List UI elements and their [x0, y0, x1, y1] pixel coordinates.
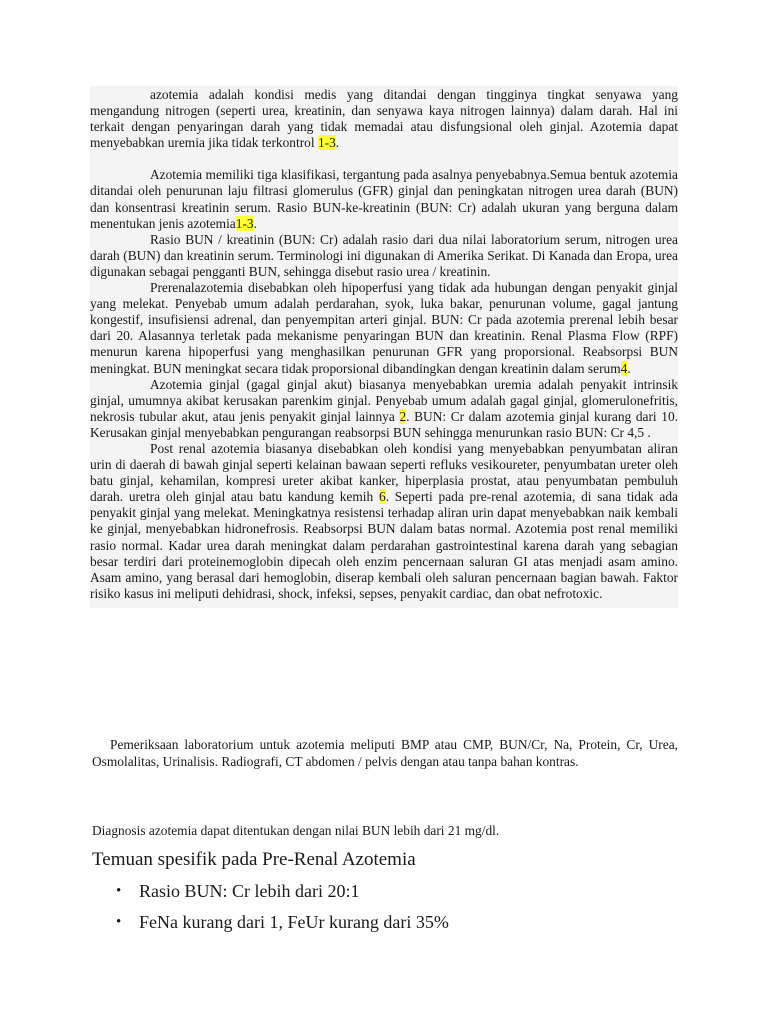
citation-ref: 4	[620, 360, 628, 376]
paragraph-classification	[90, 167, 678, 231]
paragraph-text: azotemia adalah kondisi medis yang ditandai dengan tingginya tingkat senyawa yang mengandung nitrogen (seperti urea, kreatinin, dan senyawa kaya nitrogen lainnya) dalam darah. Hal ini terkait dengan penyaringan darah yang tidak memadai atau disfungsional oleh ginjal. Azotemia dapat menyebabkan uremia jika tidak terkontrol	[90, 87, 678, 151]
list-item-text: FeNa kurang dari 1, FeUr kurang dari 35%	[139, 912, 449, 932]
paragraph-postrenal	[90, 441, 678, 602]
citation-ref: 6	[378, 489, 386, 505]
citation-ref: 2	[399, 408, 407, 424]
paragraph-text: Prerenalazotemia disebabkan oleh hipoperfusi yang tidak ada hubungan dengan penyakit ginjal yang melekat. Penyebab umum adalah perdarahan, syok, luka bakar, penurunan volume, gagal jantung kongestif, insufisiensi adrenal, dan penyempitan arteri ginjal. BUN: Cr pada azotemia prerenal lebih besar dari 20. Alasannya terletak pada mekanisme penyaringan BUN dan kreatinin. Renal Plasma Flow (RPF) menurun karena hipoperfusi yang menghasilkan penurunan GFR yang proporsional. Reabsorpsi BUN meningkat. BUN meningkat secara tidak proporsional dibandingkan dengan kreatinin dalam serum	[90, 280, 678, 376]
diagnosis-paragraph: Diagnosis azotemia dapat ditentukan dengan nilai BUN lebih dari 21 mg/dl.	[92, 823, 500, 838]
paragraph-text: Rasio BUN / kreatinin (BUN: Cr) adalah rasio dari dua nilai laboratorium serum, nitrogen urea darah (BUN) dan kreatinin serum. Terminologi ini digunakan di Amerika Serikat. Di Kanada dan Eropa, urea digunakan sebagai pengganti BUN, sehingga disebut rasio urea / kreatinin.	[90, 231, 678, 279]
paragraph-text: Azotemia memiliki tiga klasifikasi, tergantung pada asalnya penyebabnya.Semua bentuk azotemia ditandai oleh penurunan laju filtrasi glomerulus (GFR) ginjal dan peningkatan nitrogen urea darah (BUN) dan konsentrasi kreatinin serum. Rasio BUN-ke-kreatinin (BUN: Cr) adalah ukuran yang berguna dalam menentukan jenis azotemia	[90, 167, 678, 231]
paragraph-renal	[90, 377, 678, 441]
findings-list	[92, 880, 449, 942]
list-item	[92, 911, 449, 933]
paragraph-tail: .	[335, 135, 340, 151]
paragraph-prerenal	[90, 280, 678, 377]
bullet-icon: •	[116, 914, 122, 930]
paragraph-text: Post renal azotemia biasanya disebabkan oleh kondisi yang menyebabkan penyumbatan aliran urin di daerah di bawah ginjal seperti kelainan bawaan seperti refluks vesikoureter, penyumbatan ureter oleh batu ginjal, kehamilan, kompresi ureter akibat kanker, hiperplasia prostat, atau penyumbatan pembuluh darah. uretra oleh ginjal atau batu kandung kemih	[90, 440, 678, 505]
main-text-block	[90, 86, 678, 608]
findings-heading: Temuan spesifik pada Pre-Renal Azotemia	[92, 849, 416, 870]
list-item	[92, 880, 449, 902]
citation-ref: 1-3	[235, 215, 254, 231]
paragraph-tail: .	[627, 360, 631, 376]
citation-ref: 1-3	[317, 135, 336, 151]
list-item-text: Rasio BUN: Cr lebih dari 20:1	[139, 881, 360, 901]
paragraph-tail: . BUN: Cr dalam azotemia ginjal kurang dari 10. Kerusakan ginjal menyebabkan pengurangan reabsorpsi BUN sehingga menurunkan rasio BUN: Cr 4,5 .	[90, 408, 679, 440]
lab-exam-paragraph: Pemeriksaan laboratorium untuk azotemia meliputi BMP atau CMP, BUN/Cr, Na, Protein, Cr, Urea, Osmolalitas, Urinalisis. Radiografi, CT abdomen / pelvis dengan atau tanpa bahan kontras.	[92, 737, 678, 769]
paragraph-text: Azotemia ginjal (gagal ginjal akut) biasanya menyebabkan uremia adalah penyakit intrinsik ginjal, umumnya akibat kerusakan parenkim ginjal. Penyebab umum adalah gagal ginjal, glomerulonefritis, nekrosis tubular akut, atau jenis penyakit ginjal lainnya	[90, 376, 678, 424]
paragraph-tail: .	[253, 215, 257, 231]
paragraph-definition	[90, 87, 678, 151]
bullet-icon: •	[116, 883, 122, 899]
paragraph-tail: . Seperti pada pre-renal azotemia, di sana tidak ada penyakit ginjal yang melekat. Meningkatnya resistensi terhadap aliran urin dapat menyebabkan naik kembali ke ginjal, menyebabkan hidronefrosis. Reabsorpsi BUN dalam batas normal. Azotemia post renal memiliki rasio normal. Kadar urea darah meningkat dalam perdarahan gastrointestinal karena darah yang sebagian besar terdiri dari proteinemoglobin dipecah oleh enzim pencernaan saluran GI atas menjadi asam amino. Asam amino, yang berasal dari hemoglobin, diserap kembali oleh saluran pencernaan bagian bawah. Faktor risiko kasus ini meliputi dehidrasi, shock, infeksi, sepses, penyakit cardiac, dan obat nefrotoxic.	[90, 489, 678, 601]
paragraph-bun-ratio	[90, 232, 678, 280]
